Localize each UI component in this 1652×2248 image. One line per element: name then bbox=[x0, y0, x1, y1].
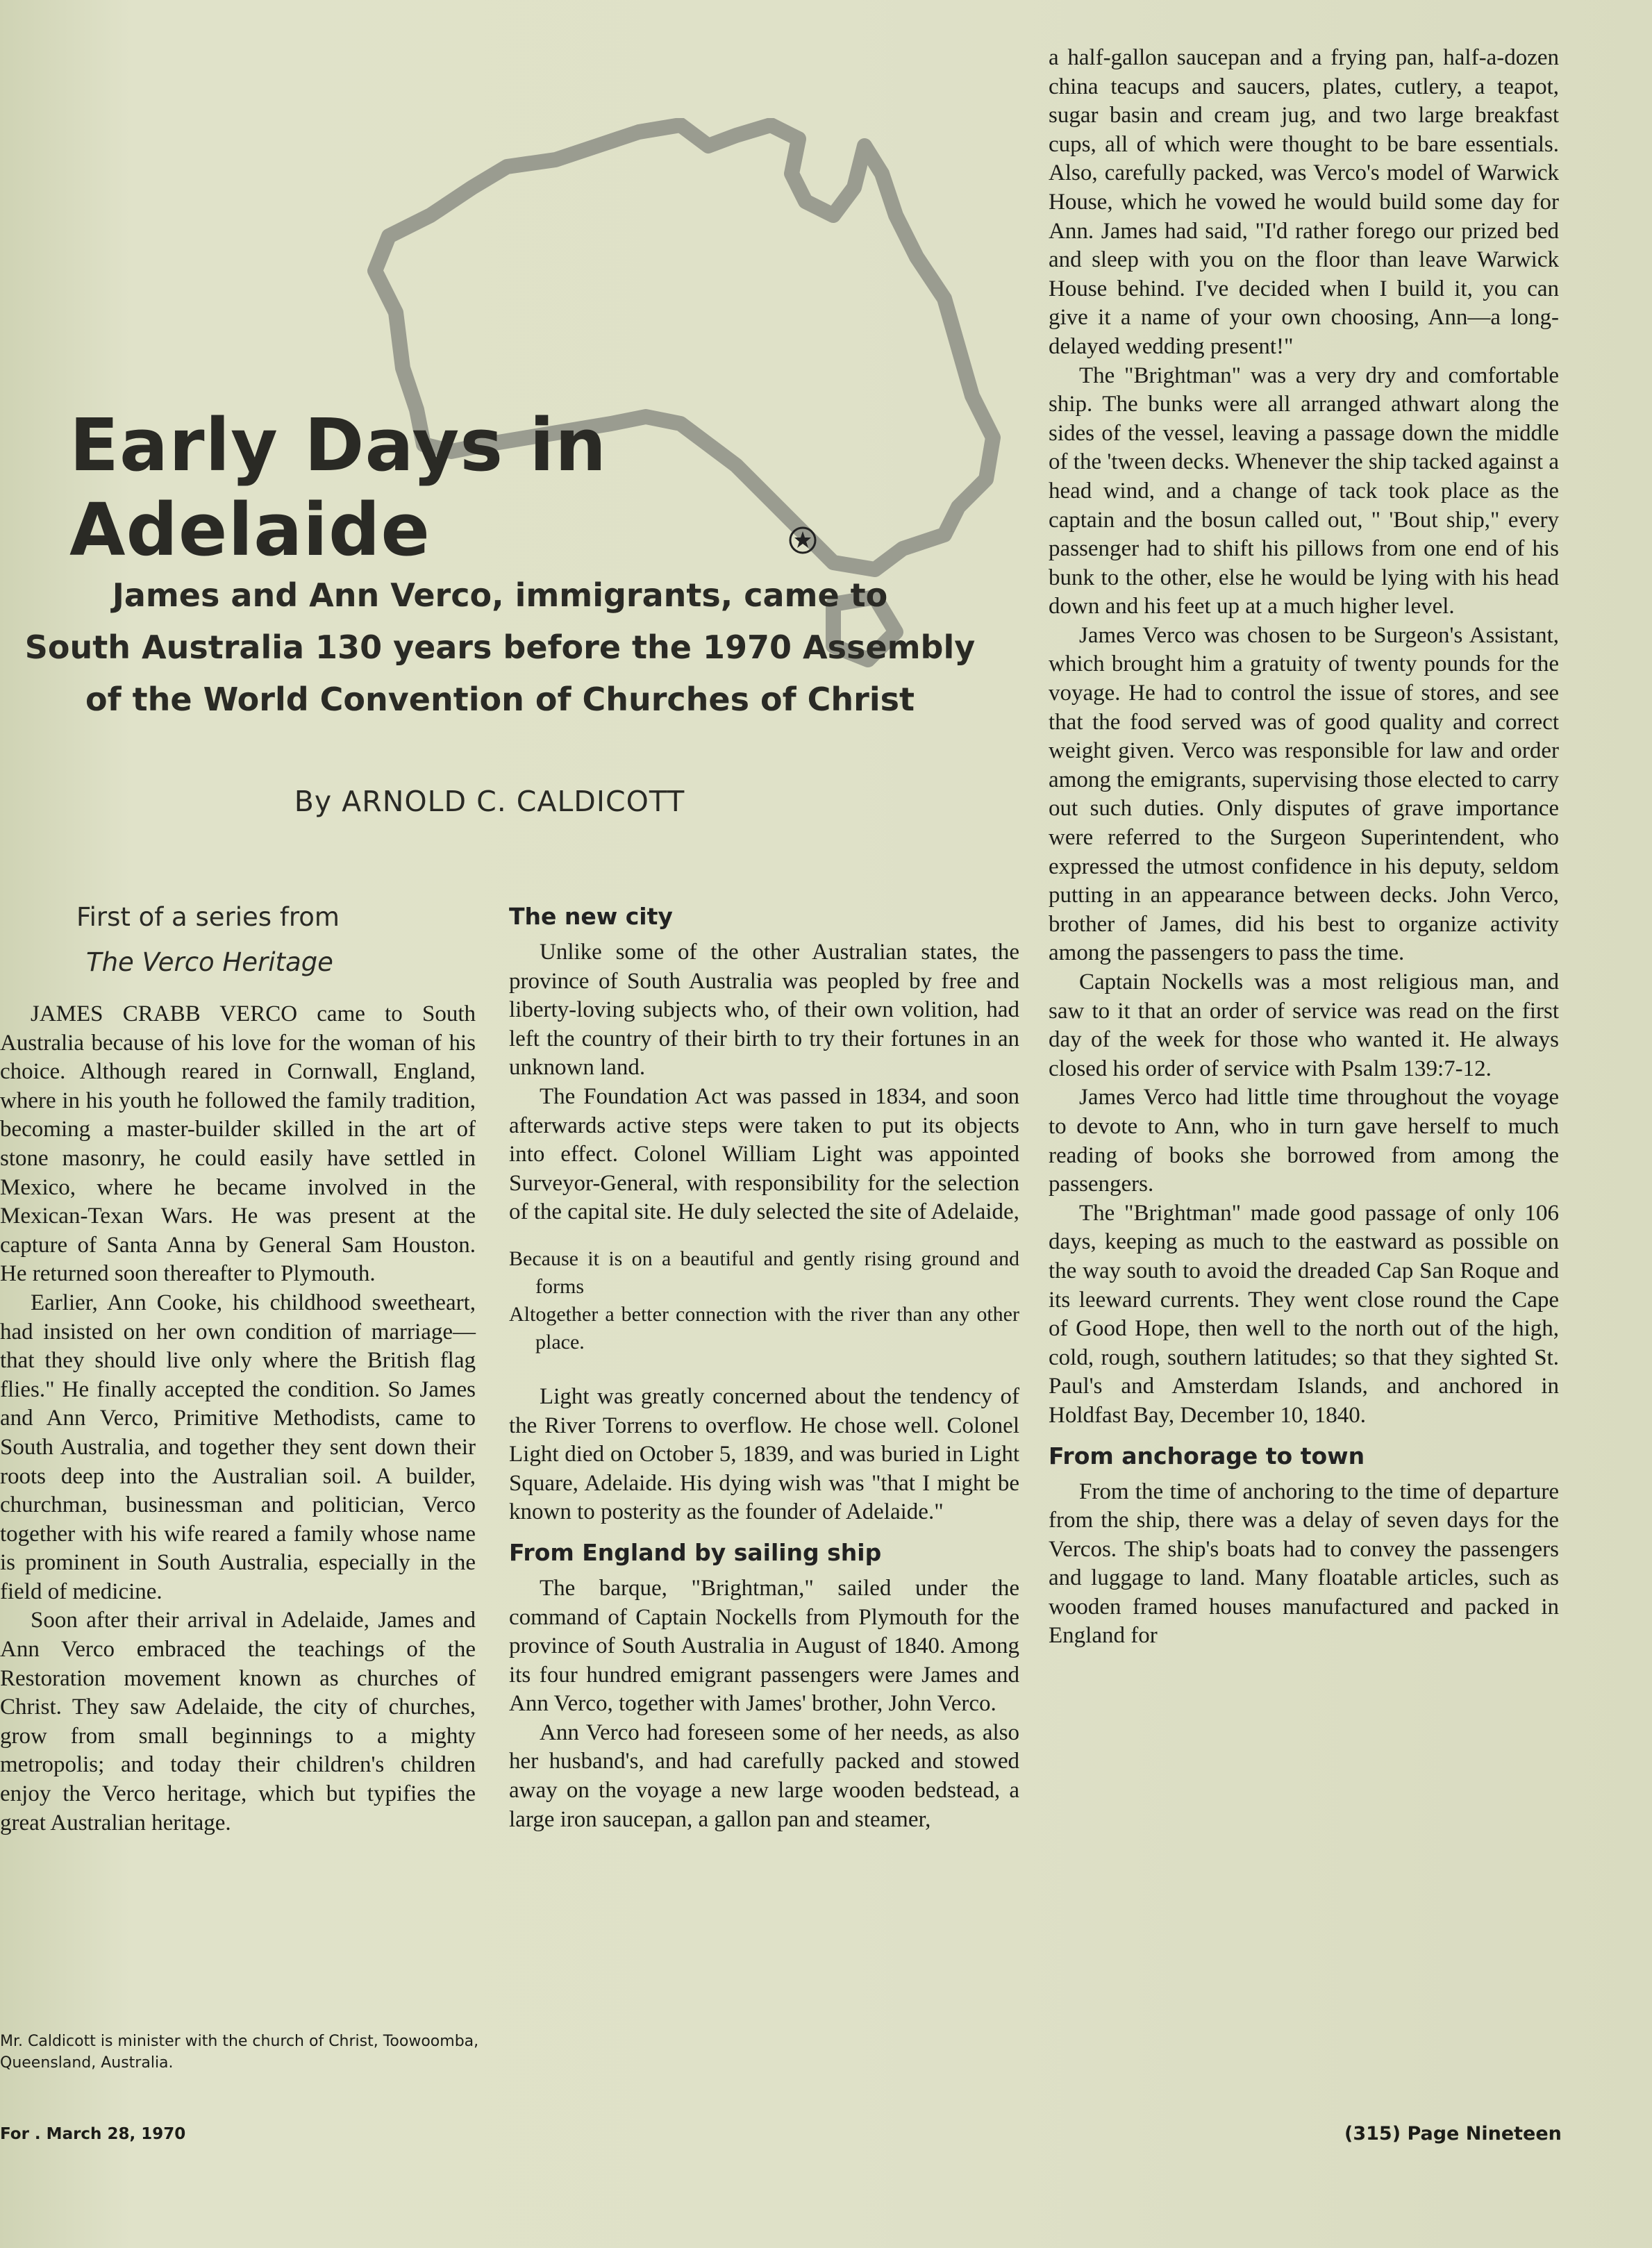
quotation bbox=[509, 1245, 1019, 1356]
byline: By ARNOLD C. CALDICOTT bbox=[294, 785, 685, 818]
subtitle-line-2: South Australia 130 years before the 1970 Assembly bbox=[24, 628, 976, 666]
paragraph: Soon after their arrival in Adelaide, James and Ann Verco embraced the teachings of the Restoration movement known as churches of Christ. They saw Adelaide, the city of churches, grow from small beginnings to a mighty metropolis; and today their children's children enjoy the Verco heritage, which but typifies the great Australian heritage. bbox=[0, 1608, 476, 1835]
section-heading: From England by sailing ship bbox=[509, 1538, 882, 1566]
page-number: (315) Page Nineteen bbox=[1344, 2123, 1562, 2145]
column-1 bbox=[0, 1000, 476, 1838]
column-2 bbox=[509, 891, 1019, 1834]
series-name: The Verco Heritage bbox=[86, 947, 333, 977]
paragraph: The Foundation Act was passed in 1834, and soon afterwards active steps were taken to put its objects into effect. Colonel William Light was appointed Surveyor-General, with responsibility for the selection of the capital site. He duly selected the site of Adelaide, bbox=[509, 1083, 1019, 1225]
column-3 bbox=[1049, 44, 1559, 1651]
author-footnote: Mr. Caldicott is minister with the church of Christ, Toowoomba, Queensland, Australia. bbox=[0, 2033, 479, 2072]
subtitle-line-3: of the World Convention of Churches of Christ bbox=[85, 681, 915, 718]
series-note bbox=[76, 894, 424, 985]
subtitle-line-1: James and Ann Verco, immigrants, came to bbox=[112, 576, 888, 614]
section-heading: The new city bbox=[509, 903, 673, 930]
footer-date: For . March 28, 1970 bbox=[0, 2125, 186, 2143]
paragraph: The barque, "Brightman," sailed under the command of Captain Nockells from Plymouth for the province of South Australia in August of 1840. Among its four hundred emigrant passengers were James and Ann Verco, together with James' brother, John Verco. bbox=[509, 1575, 1019, 1717]
quotation-line: Because it is on a beautiful and gently rising ground and forms bbox=[509, 1247, 1019, 1298]
paragraph: James Verco had little time throughout the voyage to devote to Ann, who in turn gave herself to much reading of books she borrowed from among the passengers. bbox=[1049, 1085, 1559, 1197]
paragraph: Ann Verco had foreseen some of her needs, as also her husband's, and had carefully packed and stowed away on the voyage a new large wooden bedstead, a large iron saucepan, a gallon pan and steamer, bbox=[509, 1720, 1019, 1832]
paragraph: Light was greatly concerned about the tendency of the River Torrens to overflow. He chose well. Colonel Light died on October 5, 1839, and was buried in Light Square, Adelaide. His dying wish was "that I might be known to posterity as the founder of Adelaide." bbox=[509, 1383, 1019, 1525]
paragraph: Unlike some of the other Australian states, the province of South Australia was peopled by free and liberty-loving subjects who, of their own volition, had left the country of their birth to try their fortunes in an unknown land. bbox=[509, 940, 1019, 1081]
star-seal-icon bbox=[788, 526, 817, 555]
paragraph: James Verco was chosen to be Surgeon's Assistant, which brought him a gratuity of twenty pounds for the voyage. He had to control the issue of stores, and see that the food served was of good quality and correct weight given. Verco was responsible for law and order among the emigrants, supervising those elected to carry out such duties. Only disputes of grave importance were referred to the Surgeon Superintendent, who expressed the utmost confidence in his deputy, seldom putting in an appearance between decks. John Verco, brother of James, did his best to organize activity among the passengers to pass the time. bbox=[1049, 622, 1559, 966]
paragraph: From the time of anchoring to the time of departure from the ship, there was a delay of seven days for the Vercos. The ship's boats had to convey the passengers and luggage to land. Many floatable articles, such as wooden framed houses manufactured and packed in England for bbox=[1049, 1479, 1559, 1649]
quotation-line: Altogether a better connection with the river than any other place. bbox=[509, 1302, 1019, 1354]
article-title: Early Days in Adelaide bbox=[69, 403, 608, 572]
paragraph: The "Brightman" made good passage of only 106 days, keeping as much to the eastward as possible on the way south to avoid the dreaded Cap San Roque and its leeward currents. They went close round the Cape of Good Hope, then well to the north out of the high, cold, rough, southern latitudes; so that they sighted St. Paul's and Amsterdam Islands, and anchored in Holdfast Bay, December 10, 1840. bbox=[1049, 1200, 1559, 1428]
paragraph: a half-gallon saucepan and a frying pan, half-a-dozen china teacups and saucers, plates, cutlery, a teapot, sugar basin and cream jug, and two large breakfast cups, all of which were thought to be bare essentials. Also, carefully packed, was Verco's model of Warwick House, which he vowed he would build some day for Ann. James had said, "I'd rather forego our prized bed and sleep with you on the floor than leave Warwick House behind. I've decided when I build it, you can give it a name of your own choosing, Ann—a long-delayed wedding present!" bbox=[1049, 45, 1559, 359]
article-subtitle bbox=[14, 569, 986, 726]
paragraph: Captain Nockells was a most religious man, and saw to it that an order of service was read on the first day of the week for those who wanted it. He always closed his order of service with Psalm 139:7-12. bbox=[1049, 969, 1559, 1081]
paragraph: The "Brightman" was a very dry and comfortable ship. The bunks were all arranged athwart along the sides of the vessel, leaving a passage down the middle of the 'tween decks. Whenever the ship tacked against a head wind, and a change of tack took place as the captain and the bosun called out, " 'Bout ship," every passenger had to shift his pillows from one end of his bunk to the other, else he would be lying with his head down and his feet up at a much higher level. bbox=[1049, 363, 1559, 619]
paragraph: Earlier, Ann Cooke, his childhood sweetheart, had insisted on her own condition of marriage—that they should live only where the British flag flies." He finally accepted the condition. So James and Ann Verco, Primitive Methodists, came to South Australia, and together they sent down their roots deep into the Australian soil. A builder, churchman, businessman and politician, Verco together with his wife reared a family whose name is prominent in South Australia, especially in the field of medicine. bbox=[0, 1290, 476, 1604]
paragraph: JAMES CRABB VERCO came to South Australia because of his love for the woman of his choice. Although reared in Cornwall, England, where in his youth he followed the family tradition, becoming a master-builder skilled in the art of stone masonry, he could easily have settled in Mexico, where he became involved in the Mexican-Texan Wars. He was present at the capture of Santa Anna by General Sam Houston. He returned soon thereafter to Plymouth. bbox=[0, 1001, 476, 1287]
section-heading: From anchorage to town bbox=[1049, 1442, 1365, 1469]
series-line: First of a series from bbox=[76, 902, 340, 932]
